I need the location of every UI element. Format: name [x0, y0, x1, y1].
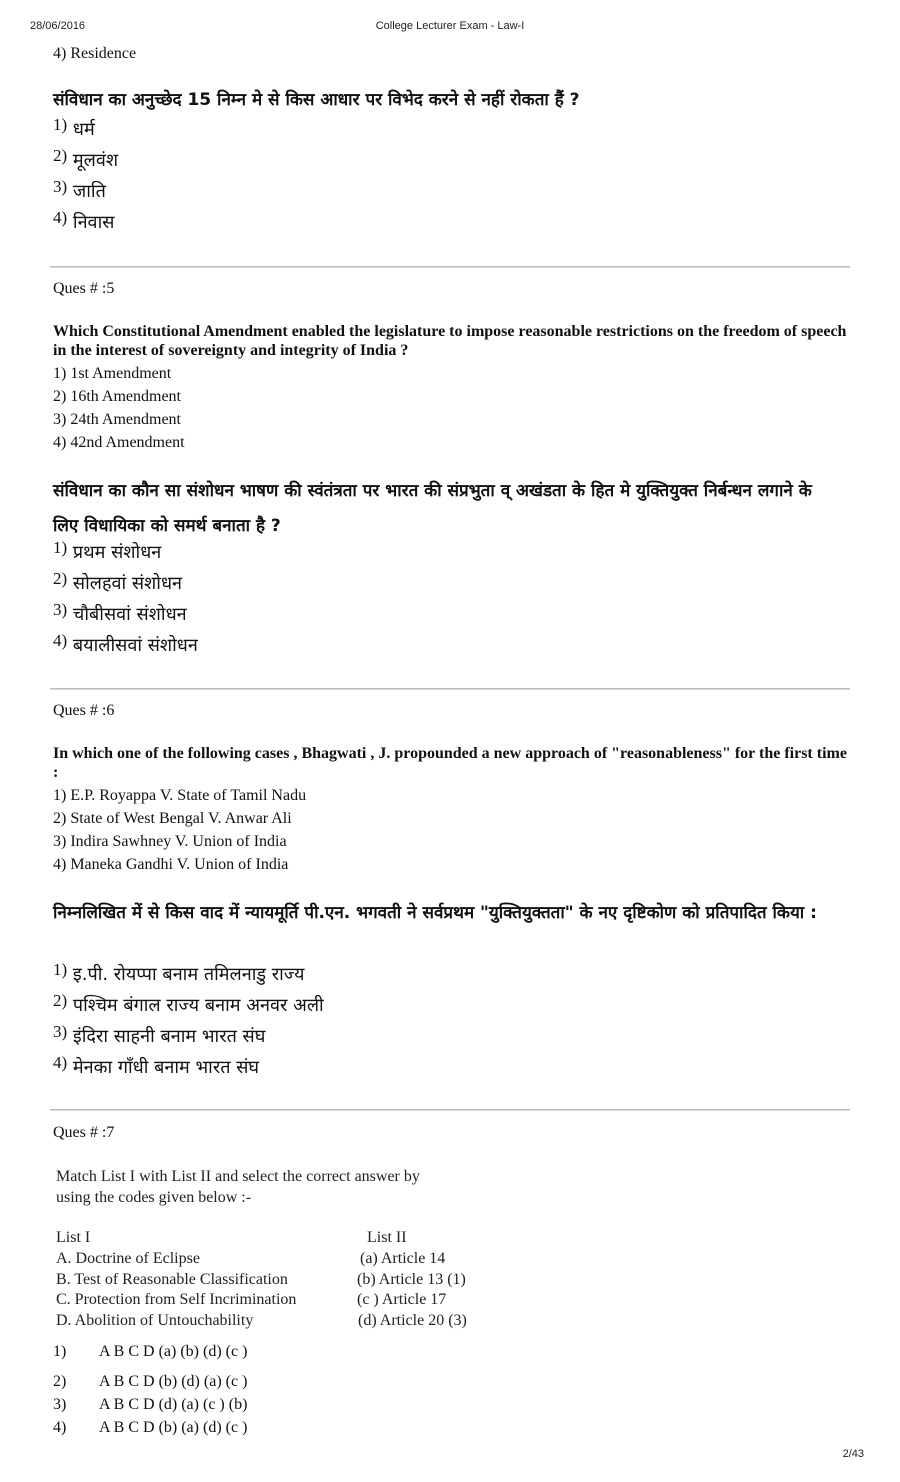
hindi-option: 4) मेनका गाँधी बनाम भारत संघ: [53, 1053, 259, 1078]
list2-item: (d) Article 20 (3): [358, 1312, 467, 1329]
q7-instruction: Match List I with List II and select the correct answer by: [56, 1168, 420, 1185]
header-date: 28/06/2016: [30, 20, 86, 32]
q6-english-question: In which one of the following cases , Bhagwati , J. propounded a new approach of "reasonableness" for the first time :: [53, 745, 847, 781]
option: 4) Maneka Gandhi V. Union of India: [53, 856, 289, 873]
hindi-option: 4) बयालीसवां संशोधन: [53, 631, 198, 656]
answer-text: A B C D (a) (b) (d) (c ): [99, 1343, 248, 1360]
list2-item: (b) Article 13 (1): [357, 1271, 466, 1288]
q5-hindi-options: [53, 537, 198, 661]
answer-text: A B C D (b) (d) (a) (c ): [99, 1373, 248, 1390]
list2-item: (a) Article 14: [360, 1250, 446, 1267]
q6-label: Ques # :6: [53, 702, 115, 719]
q5-english-question: Which Constitutional Amendment enabled the legislature to impose reasonable restrictions on the freedom of speech in the interest of sovereignty and integrity of India ?: [53, 323, 847, 359]
hindi-option: 1) इ.पी. रोयप्पा बनाम तमिलनाडु राज्य: [53, 960, 305, 985]
page-number: 2/43: [842, 1448, 864, 1460]
answer-text: A B C D (d) (a) (c ) (b): [99, 1396, 248, 1413]
hindi-option: 1) प्रथम संशोधन: [53, 538, 162, 563]
answer-text: A B C D (b) (a) (d) (c ): [99, 1419, 248, 1436]
q5-hindi-question: संविधान का कौन सा संशोधन भाषण की स्वंतंत्रता पर भारत की संप्रभुता व् अखंडता के हित मे युक्तियुक्त निर्बन्धन लगाने के लिए विधायिका को समर्थ बनाता है ?: [53, 481, 812, 536]
q6-options: [53, 784, 306, 876]
prev-hindi-question: संविधान का अनुच्छेद 15 निम्न मे से किस आधार पर विभेद करने से नहीं रोकता हैं ?: [53, 90, 580, 110]
header-title: College Lecturer Exam - Law-I: [375, 20, 525, 32]
hindi-option: 4) निवास: [53, 208, 115, 233]
answer-number: 1): [53, 1343, 67, 1360]
q5-label: Ques # :5: [53, 280, 115, 297]
divider: [50, 688, 850, 690]
option: 2) State of West Bengal V. Anwar Ali: [53, 810, 292, 827]
list1-item: B. Test of Reasonable Classification: [56, 1271, 288, 1288]
list2-item: (c ) Article 17: [357, 1291, 447, 1308]
option: 4) 42nd Amendment: [53, 434, 185, 451]
option: 3) Indira Sawhney V. Union of India: [53, 833, 287, 850]
hindi-option: 3) जाति: [53, 177, 106, 202]
list1-item: D. Abolition of Untouchability: [56, 1312, 254, 1329]
q5-options: [53, 362, 185, 454]
list1-header: List I: [56, 1229, 91, 1246]
divider: [50, 1109, 850, 1111]
option: 1) E.P. Royappa V. State of Tamil Nadu: [53, 787, 307, 804]
q7-instruction: using the codes given below :-: [56, 1189, 252, 1206]
hindi-option: 2) पश्चिम बंगाल राज्य बनाम अनवर अली: [53, 991, 324, 1016]
list1-item: C. Protection from Self Incrimination: [56, 1291, 297, 1308]
hindi-option: 1) धर्म: [53, 115, 95, 140]
answer-number: 4): [53, 1419, 67, 1436]
list2-header: List II: [367, 1229, 407, 1246]
option: 3) 24th Amendment: [53, 411, 181, 428]
q6-hindi-question: निम्नलिखित में से किस वाद में न्यायमूर्ति पी.एन. भगवती ने सर्वप्रथम "युक्तियुक्तता" के नए दृष्टिकोण को प्रतिपादित किया :: [53, 903, 817, 923]
hindi-option: 2) मूलवंश: [53, 146, 119, 171]
q7-label: Ques # :7: [53, 1124, 115, 1141]
hindi-option: 3) चौबीसवां संशोधन: [53, 600, 187, 625]
hindi-option: 2) सोलहवां संशोधन: [53, 569, 183, 594]
divider: [50, 266, 850, 268]
list1-item: A. Doctrine of Eclipse: [56, 1250, 200, 1267]
hindi-option: 3) इंदिरा साहनी बनाम भारत संघ: [53, 1022, 266, 1047]
answer-number: 2): [53, 1373, 67, 1390]
option: 1) 1st Amendment: [53, 365, 172, 382]
prev-hindi-options: [53, 114, 118, 238]
prev-last-option: 4) Residence: [53, 45, 137, 62]
q6-hindi-options: [53, 959, 324, 1083]
answer-number: 3): [53, 1396, 67, 1413]
option: 2) 16th Amendment: [53, 388, 181, 405]
